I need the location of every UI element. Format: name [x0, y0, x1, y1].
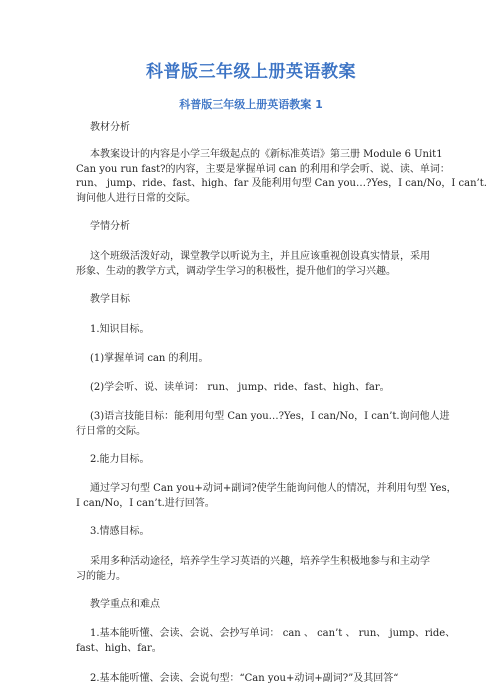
paragraph-p-material — [76, 148, 487, 206]
paragraph-line: Can you run fast?的内容，主要是掌握单词 can 的利用和学会听、说、读、单词： — [76, 163, 450, 175]
paragraph-p-goal1 — [76, 323, 436, 338]
paragraph-line: 行日常的交际。 — [76, 425, 146, 437]
paragraph-line: (1)掌握单词 can 的利用。 — [90, 353, 209, 364]
paragraph-p-goal1b — [76, 381, 436, 396]
paragraph-line: 学情分析 — [90, 221, 130, 232]
paragraph-p-goal1c — [76, 410, 450, 439]
paragraph-p-goal1a — [76, 352, 436, 367]
paragraph-p-goal3 — [76, 525, 436, 540]
paragraph-line: 2.能力目标。 — [90, 454, 150, 465]
paragraph-line: 3.情感目标。 — [90, 526, 150, 537]
paragraph-p-students — [76, 250, 436, 279]
paragraph-line: 习的能力。 — [76, 570, 126, 582]
paragraph-line: 采用多种活动途径，培养学生学习英语的兴趣，培养学生积极地参与和主动学 — [90, 556, 430, 567]
paragraph-h-goals — [76, 293, 436, 308]
paragraph-line: 1.知识目标。 — [90, 324, 150, 335]
paragraph-line: (3)语言技能目标：能利用句型 Can you…?Yes，I can/No，I can’t.询问他人进 — [90, 411, 450, 422]
paragraph-line: 通过学习句型 Can you+动词+副词?使学生能询问他人的情况，并利用句型 Yes， — [90, 483, 457, 494]
paragraph-h-key — [76, 598, 436, 613]
paragraph-line: run、 jump、ride、fast、high、far 及能利用句型 Can you…?Yes，I can/No，I can’t. — [76, 178, 487, 189]
paragraph-p-goal2a — [76, 482, 457, 511]
document-subtitle: 科普版三年级上册英语教案 1 — [179, 98, 323, 111]
paragraph-p-goal2 — [76, 453, 436, 468]
paragraph-line: 这个班级活泼好动，课堂教学以听说为主，并且应该重视创设真实情景，采用 — [90, 251, 430, 262]
document-title: 科普版三年级上册英语教案 — [146, 62, 356, 82]
paragraph-p-goal3a — [76, 555, 436, 584]
paragraph-line: 教学重点和难点 — [90, 599, 160, 610]
paragraph-h-students — [76, 220, 436, 235]
paragraph-line: 形象、生动的教学方式，调动学生学习的积极性，提升他们的学习兴趣。 — [76, 265, 396, 277]
paragraph-line: 教材分析 — [90, 122, 130, 133]
paragraph-p-key1 — [76, 627, 456, 656]
paragraph-line: 询问他人进行日常的交际。 — [76, 192, 196, 204]
paragraph-line: 2.基本能听懂、会读、会说句型：“Can you+动词+副词?”及其回答“ — [90, 673, 399, 684]
paragraph-line: 本教案设计的内容是小学三年级起点的《新标准英语》第三册 Module 6 Unit1 — [90, 149, 443, 160]
paragraph-line: (2)学会听、说、读单词： run、 jump、ride、fast、high、far。 — [90, 382, 390, 393]
paragraph-line: 教学目标 — [90, 294, 130, 305]
paragraph-line: 1.基本能听懂、会读、会说、会抄写单词： can 、 can’t 、 run、 jump、ride、 — [90, 628, 456, 639]
paragraph-line: fast、high、far。 — [76, 642, 162, 654]
paragraph-line: I can/No，I can’t.进行回答。 — [76, 497, 215, 509]
paragraph-h-material — [76, 121, 436, 136]
paragraph-p-key2 — [76, 672, 436, 687]
